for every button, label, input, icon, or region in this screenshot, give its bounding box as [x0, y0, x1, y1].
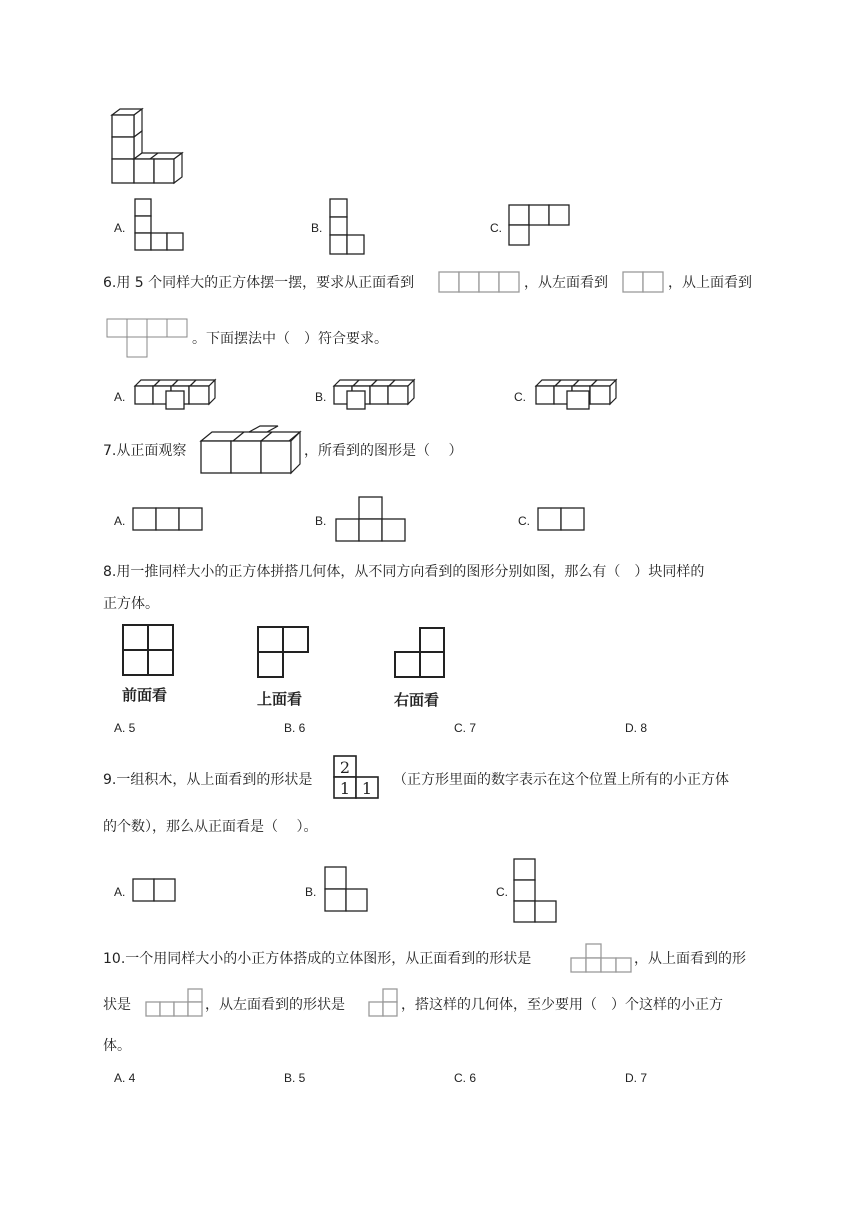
- q8-option-a[interactable]: A. 5: [114, 721, 136, 735]
- q10-stem-line3: 体。: [103, 1038, 131, 1054]
- q5-option-b-figure: [329, 198, 369, 258]
- q9-grid-number: 1: [361, 779, 373, 798]
- q9-grid-number: 1: [339, 779, 351, 798]
- q9-stem-line2: 的个数），那么从正面看是（ ）。: [103, 819, 318, 835]
- q7-solid-figure: [200, 426, 304, 478]
- q9-option-c-figure: [513, 858, 561, 926]
- q5-option-c-figure: [508, 204, 574, 248]
- q5-option-b[interactable]: B.: [311, 221, 323, 235]
- q7-option-a[interactable]: A.: [114, 514, 126, 528]
- q9-option-b-figure: [324, 866, 372, 914]
- q8-option-b[interactable]: B. 6: [284, 721, 306, 735]
- q9-grid-number: 2: [339, 758, 351, 777]
- q6-top-view-figure: [106, 318, 192, 360]
- q7-option-a-figure: [132, 507, 206, 533]
- q8-stem-line1: 8.用一推同样大小的正方体拼搭几何体，从不同方向看到的图形分别如图，那么有（ ）块同样的: [103, 564, 705, 580]
- q10-option-d[interactable]: D. 7: [625, 1071, 648, 1085]
- q6-option-c-figure: [535, 378, 621, 412]
- q10-stem-part3: 状是: [103, 997, 131, 1013]
- q10-top-view-figure: [144, 988, 206, 1018]
- q8-front-view-figure: [122, 624, 176, 680]
- q6-stem-part3: ，从上面看到: [668, 275, 752, 291]
- q5-option-a[interactable]: A.: [114, 221, 126, 235]
- q9-option-a[interactable]: A.: [114, 885, 126, 899]
- q10-front-view-figure: [570, 943, 636, 975]
- q10-option-c[interactable]: C. 6: [454, 1071, 477, 1085]
- q6-option-a-figure: [134, 378, 220, 412]
- q7-stem-part2: ，所看到的图形是（ ）: [304, 443, 463, 459]
- q8-option-d[interactable]: D. 8: [625, 721, 648, 735]
- q6-front-view-figure: [438, 271, 524, 293]
- q10-left-view-figure: [367, 988, 401, 1018]
- q8-caption-top: 上面看: [257, 690, 303, 708]
- q8-caption-right: 右面看: [394, 691, 440, 709]
- q10-option-a[interactable]: A. 4: [114, 1071, 136, 1085]
- q6-option-b-figure: [333, 378, 419, 412]
- q6-stem-part2: ，从左面看到: [524, 275, 608, 291]
- q6-option-c[interactable]: C.: [514, 390, 526, 404]
- q9-option-c[interactable]: C.: [496, 885, 508, 899]
- q6-left-view-figure: [622, 271, 668, 293]
- q9-top-view-grid: [333, 755, 383, 801]
- q6-option-b[interactable]: B.: [315, 390, 327, 404]
- q5-option-a-figure: [134, 198, 186, 252]
- q8-caption-front: 前面看: [122, 686, 168, 704]
- q10-stem-part1: 10.一个用同样大小的小正方体搭成的立体图形，从正面看到的形状是: [103, 951, 532, 967]
- q10-stem-part4: ，从左面看到的形状是: [205, 997, 345, 1013]
- q10-stem-part5: ，搭这样的几何体，至少要用（ ）个这样的小正方: [401, 997, 723, 1013]
- q10-stem-part2: ，从上面看到的形: [634, 951, 746, 967]
- q6-stem-part4: 。下面摆法中（ ）符合要求。: [192, 331, 388, 347]
- q8-top-view-figure: [257, 626, 311, 680]
- q9-stem-part1: 9.一组积木，从上面看到的形状是: [103, 772, 313, 788]
- q5-option-c[interactable]: C.: [490, 221, 502, 235]
- q5-solid-figure: [108, 106, 188, 190]
- q7-option-b[interactable]: B.: [315, 514, 327, 528]
- q9-option-a-figure: [132, 878, 180, 904]
- q7-option-c-figure: [537, 507, 589, 533]
- q10-option-b[interactable]: B. 5: [284, 1071, 306, 1085]
- q6-stem-part1: 6.用 5 个同样大的正方体摆一摆，要求从正面看到: [103, 275, 415, 291]
- q6-option-a[interactable]: A.: [114, 390, 126, 404]
- q8-stem-line2: 正方体。: [103, 596, 159, 612]
- q8-option-c[interactable]: C. 7: [454, 721, 477, 735]
- q8-right-view-figure: [394, 627, 448, 681]
- q9-stem-part2: （正方形里面的数字表示在这个位置上所有的小正方体: [393, 772, 729, 788]
- q7-stem-part1: 7.从正面观察: [103, 443, 187, 459]
- q9-option-b[interactable]: B.: [305, 885, 317, 899]
- q7-option-b-figure: [335, 496, 409, 546]
- q7-option-c[interactable]: C.: [518, 514, 530, 528]
